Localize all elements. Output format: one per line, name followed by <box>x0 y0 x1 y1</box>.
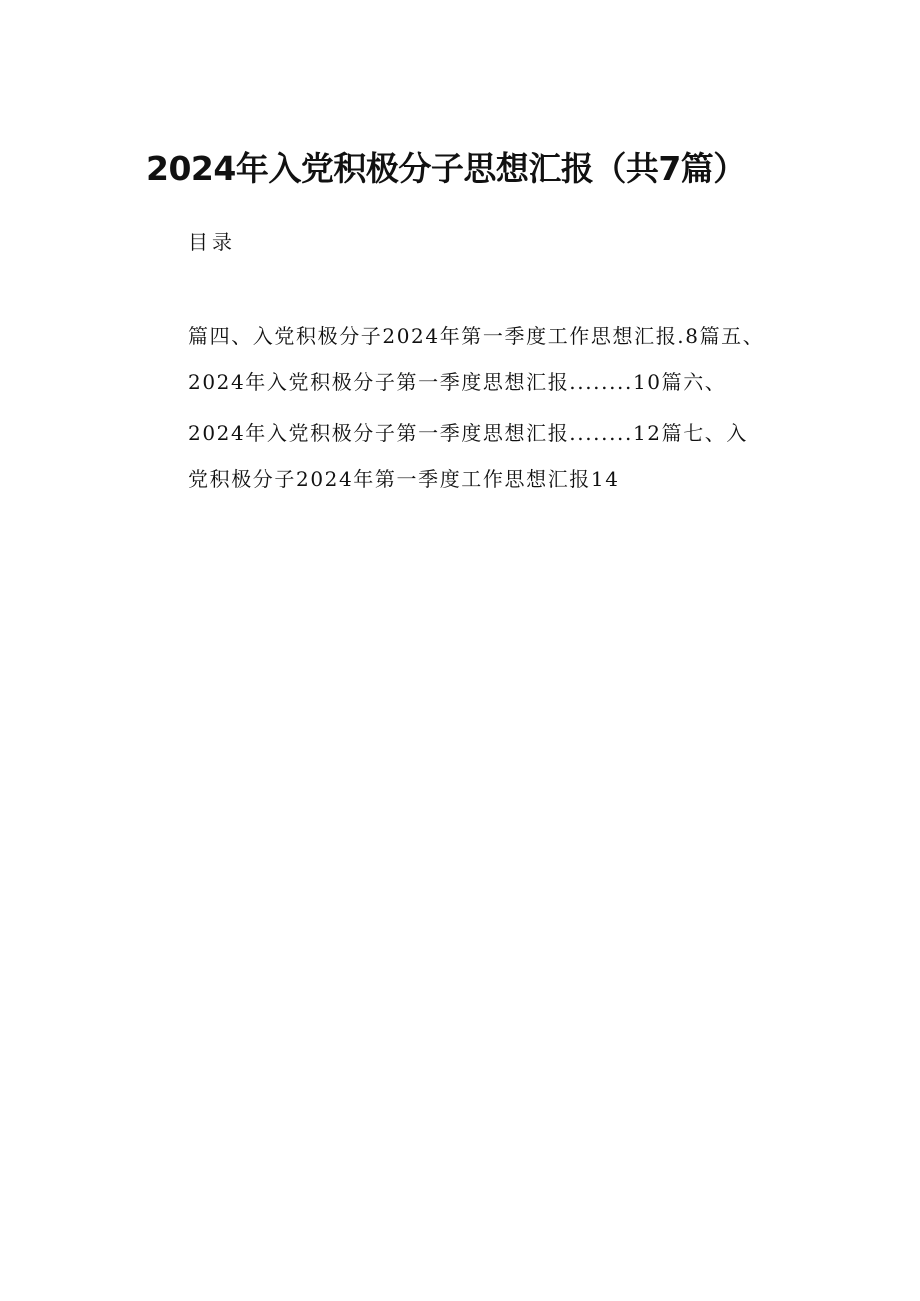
toc-line: 党积极分子2024年第一季度工作思想汇报14 <box>188 467 620 491</box>
toc-line: 2024年入党积极分子第一季度思想汇报........10篇六、 <box>188 370 727 394</box>
document-title: 2024年入党积极分子思想汇报（共7篇） <box>146 149 746 188</box>
toc-heading: 目录 <box>188 230 236 254</box>
toc-line: 篇四、入党积极分子2024年第一季度工作思想汇报.8篇五、 <box>188 324 765 348</box>
toc-line: 2024年入党积极分子第一季度思想汇报........12篇七、入 <box>188 421 749 445</box>
